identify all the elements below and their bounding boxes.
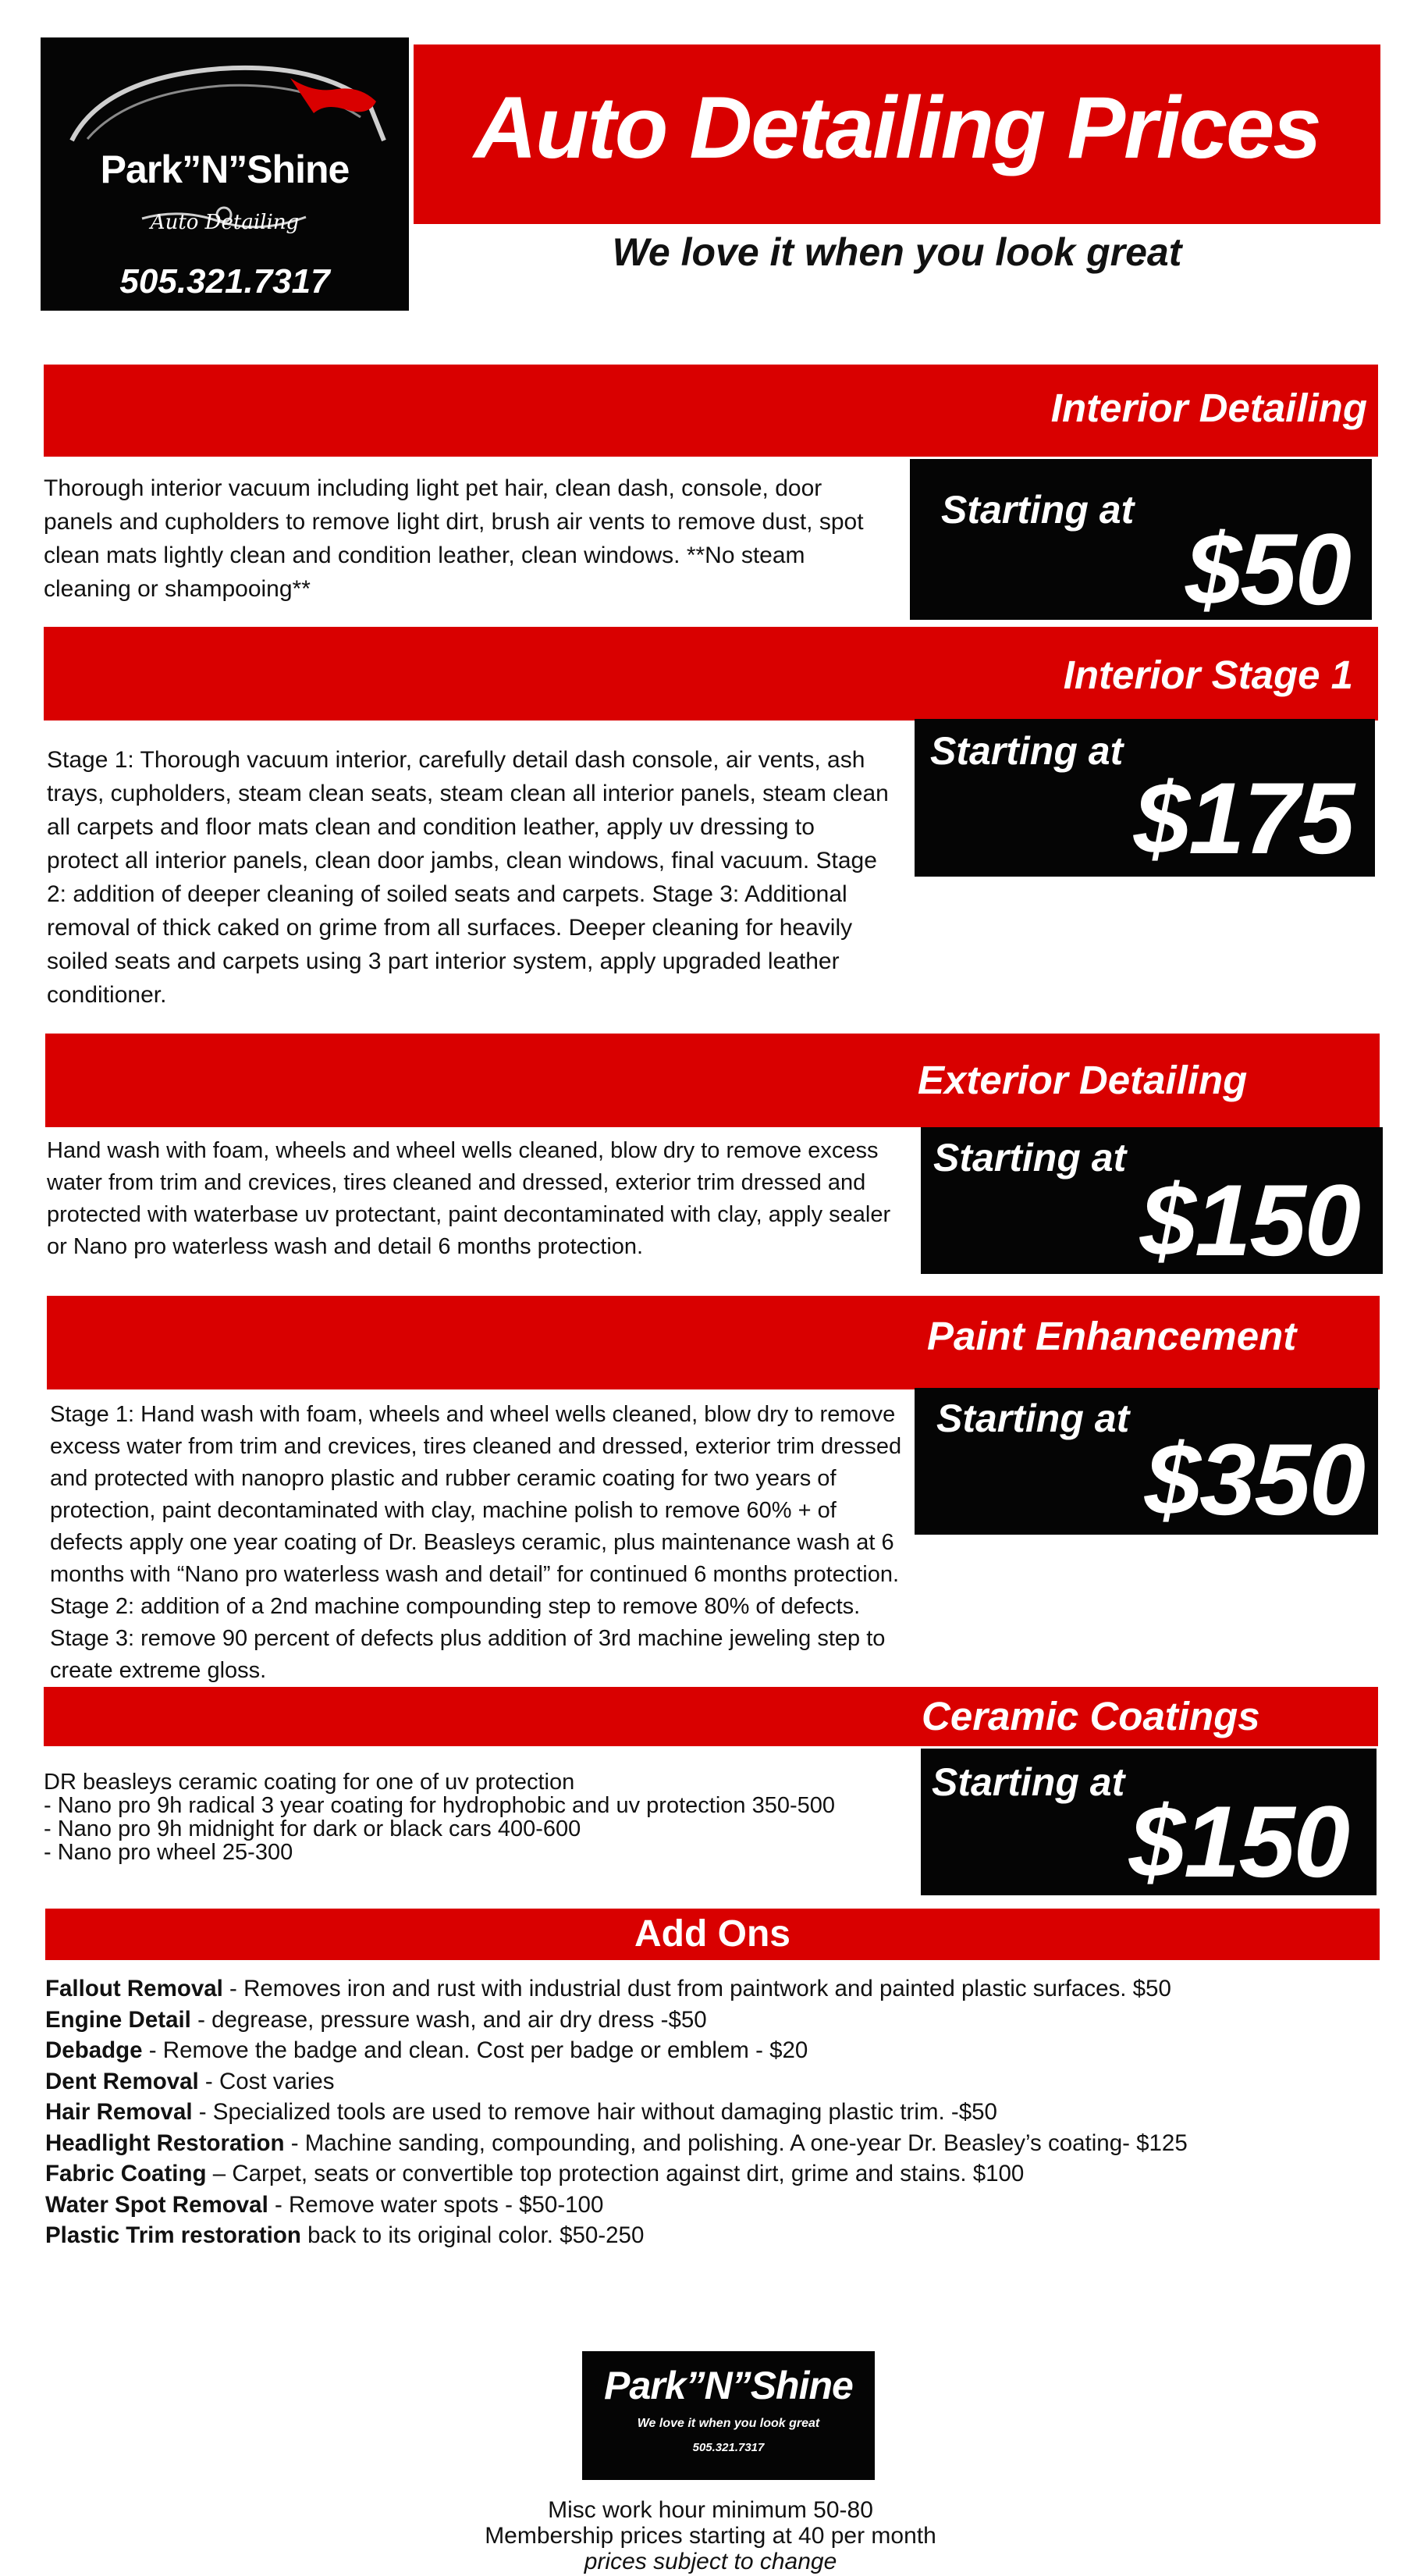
addon-item <box>45 2005 1372 2036</box>
addon-item <box>45 2066 1372 2097</box>
section-description: Thorough interior vacuum including light pet hair, clean dash, console, door panels and cupholders to remove light dirt, brush air vents to remove dust, spot clean mats lightly clean and condition leather, clean windows. **No steam cleaning or shampooing** <box>44 475 864 602</box>
addon-item <box>45 2097 1372 2128</box>
section-description: Hand wash with foam, wheels and wheel wells cleaned, blow dry to remove excess water from trim and crevices, tires cleaned and dressed, exterior trim dressed and protected with waterbase uv protectant, paint decontaminated with clay, apply sealer or Nano pro waterless wash and detail 6 months protection. <box>47 1138 891 1259</box>
addon-item <box>45 2158 1372 2190</box>
addon-name: Headlight Restoration <box>45 2129 285 2156</box>
addon-detail: back to its original color. $50-250 <box>300 2222 645 2248</box>
addon-detail: - Machine sanding, compounding, and polishing. A one-year Dr. Beasley’s coating- $125 <box>284 2129 1188 2156</box>
list-item: - Nano pro 9h radical 3 year coating for hydrophobic and uv protection 350-500 <box>44 1793 836 1818</box>
membership-note: Membership prices starting at 40 per month <box>485 2523 936 2549</box>
section-title: Paint Enhancement <box>927 1314 1297 1358</box>
addon-name: Hair Removal <box>45 2099 193 2125</box>
price-label: Starting at <box>930 729 1124 773</box>
price-box-interior-stage-1 <box>915 719 1375 877</box>
section-banner-interior-stage-1 <box>44 627 1378 720</box>
addon-name: Fabric Coating <box>45 2161 207 2186</box>
title-banner <box>414 44 1380 224</box>
price-value: $150 <box>1139 1163 1359 1277</box>
price-value: $350 <box>1144 1422 1364 1536</box>
tagline: We love it when you look great <box>612 230 1182 274</box>
price-label: Starting at <box>933 1136 1127 1179</box>
section-banner-paint-enhancement <box>47 1296 1380 1389</box>
addon-item <box>45 2220 1372 2251</box>
misc-note: Misc work hour minimum 50-80 <box>548 2497 873 2523</box>
brand-script-text: Auto Detailing <box>150 211 300 234</box>
addons-banner <box>45 1909 1380 1960</box>
price-box-ceramic-coatings <box>921 1749 1377 1898</box>
addon-detail: - Remove water spots - $50-100 <box>268 2191 604 2218</box>
addon-item <box>45 2190 1372 2221</box>
addon-name: Water Spot Removal <box>45 2191 268 2218</box>
addons-list <box>45 1973 1372 2251</box>
addon-name: Plastic Trim restoration <box>45 2222 301 2248</box>
section-banner-exterior-detailing <box>45 1034 1380 1127</box>
footer-phone: 505.321.7317 <box>692 2441 765 2454</box>
disclaimer: prices subject to change <box>584 2549 837 2574</box>
addon-detail: – Carpet, seats or convertible top protection against dirt, grime and stains. $100 <box>206 2161 1025 2186</box>
addon-item <box>45 1973 1372 2005</box>
addon-detail: - Removes iron and rust with industrial dust from paintwork and painted plastic surfaces. $50 <box>222 1976 1171 2001</box>
price-value: $150 <box>1128 1784 1348 1898</box>
list-item: - Nano pro wheel 25-300 <box>44 1840 293 1865</box>
addon-detail: - Specialized tools are used to remove hair without damaging plastic trim. -$50 <box>192 2099 997 2125</box>
footer-brand-name: Park”N”Shine <box>604 2364 853 2407</box>
footer-tagline: We love it when you look great <box>637 2417 820 2430</box>
price-label: Starting at <box>941 488 1135 532</box>
addon-item <box>45 2035 1372 2066</box>
price-value: $175 <box>1133 761 1353 875</box>
price-label: Starting at <box>936 1397 1130 1440</box>
page-title: Auto Detailing Prices <box>474 79 1320 176</box>
section-description: Stage 1: Thorough vacuum interior, carefully detail dash console, air vents, ash trays, cupholders, steam clean seats, steam clean all interior panels, steam clean all carpets and floor mats clean and condition leather, apply uv dressing to protect all interior panels, clean door jambs, clean windows, final vacuum. Stage 2: addition of deeper cleaning of soiled seats and carpets. Stage 3: Additional removal of thick caked on grime from all surfaces. Deeper cleaning for heavily soiled seats and carpets using 3 part interior system, apply upgraded leather conditioner. <box>47 747 889 1008</box>
section-banner-ceramic-coatings <box>44 1687 1378 1746</box>
section-title: Interior Detailing <box>1050 386 1367 430</box>
addon-detail: - Remove the badge and clean. Cost per badge or emblem - $20 <box>142 2037 808 2063</box>
section-description: Stage 1: Hand wash with foam, wheels and wheel wells cleaned, blow dry to remove excess water from trim and crevices, tires cleaned and dressed, exterior trim dressed and protected with nanopro plastic and rubber ceramic coating for two years of protection, paint decontaminated with clay, machine polish to remove 60% + of defects apply one year coating of Dr. Beasleys ceramic, plus maintenance wash at 6 months with “Nano pro waterless wash and detail” for continued 6 months protection. Stage 2: addition of a 2nd machine compounding step to remove 80% of defects. Stage 3: remove 90 percent of defects plus addition of 3rd machine jeweling step to create extreme gloss. <box>50 1402 902 1683</box>
addon-name: Debadge <box>45 2037 143 2063</box>
addon-name: Dent Removal <box>45 2068 199 2094</box>
addon-name: Engine Detail <box>45 2006 191 2033</box>
section-title: Interior Stage 1 <box>1063 653 1353 697</box>
addon-item <box>45 2128 1372 2159</box>
addon-name: Fallout Removal <box>45 1976 223 2001</box>
price-box-paint-enhancement <box>915 1388 1378 1535</box>
list-item: DR beasleys ceramic coating for one of uv protection <box>44 1770 575 1795</box>
section-title: Ceramic Coatings <box>922 1694 1260 1738</box>
list-item: - Nano pro 9h midnight for dark or black cars 400-600 <box>44 1816 581 1841</box>
brand-phone: 505.321.7317 <box>119 262 330 301</box>
price-label: Starting at <box>932 1760 1125 1804</box>
footer-logo <box>582 2351 875 2480</box>
price-box-interior-detailing <box>910 459 1372 626</box>
brand-name: Park”N”Shine <box>100 148 350 191</box>
addons-title: Add Ons <box>634 1913 790 1955</box>
price-value: $50 <box>1185 512 1350 626</box>
addon-detail: - degrease, pressure wash, and air dry dress -$50 <box>190 2006 707 2033</box>
price-box-exterior-detailing <box>921 1127 1383 1277</box>
section-banner-interior-detailing <box>44 365 1378 457</box>
section-title: Exterior Detailing <box>918 1058 1248 1102</box>
addon-detail: - Cost varies <box>198 2068 335 2094</box>
brand-logo <box>41 37 409 311</box>
ceramic-coatings-list <box>44 1770 902 1864</box>
